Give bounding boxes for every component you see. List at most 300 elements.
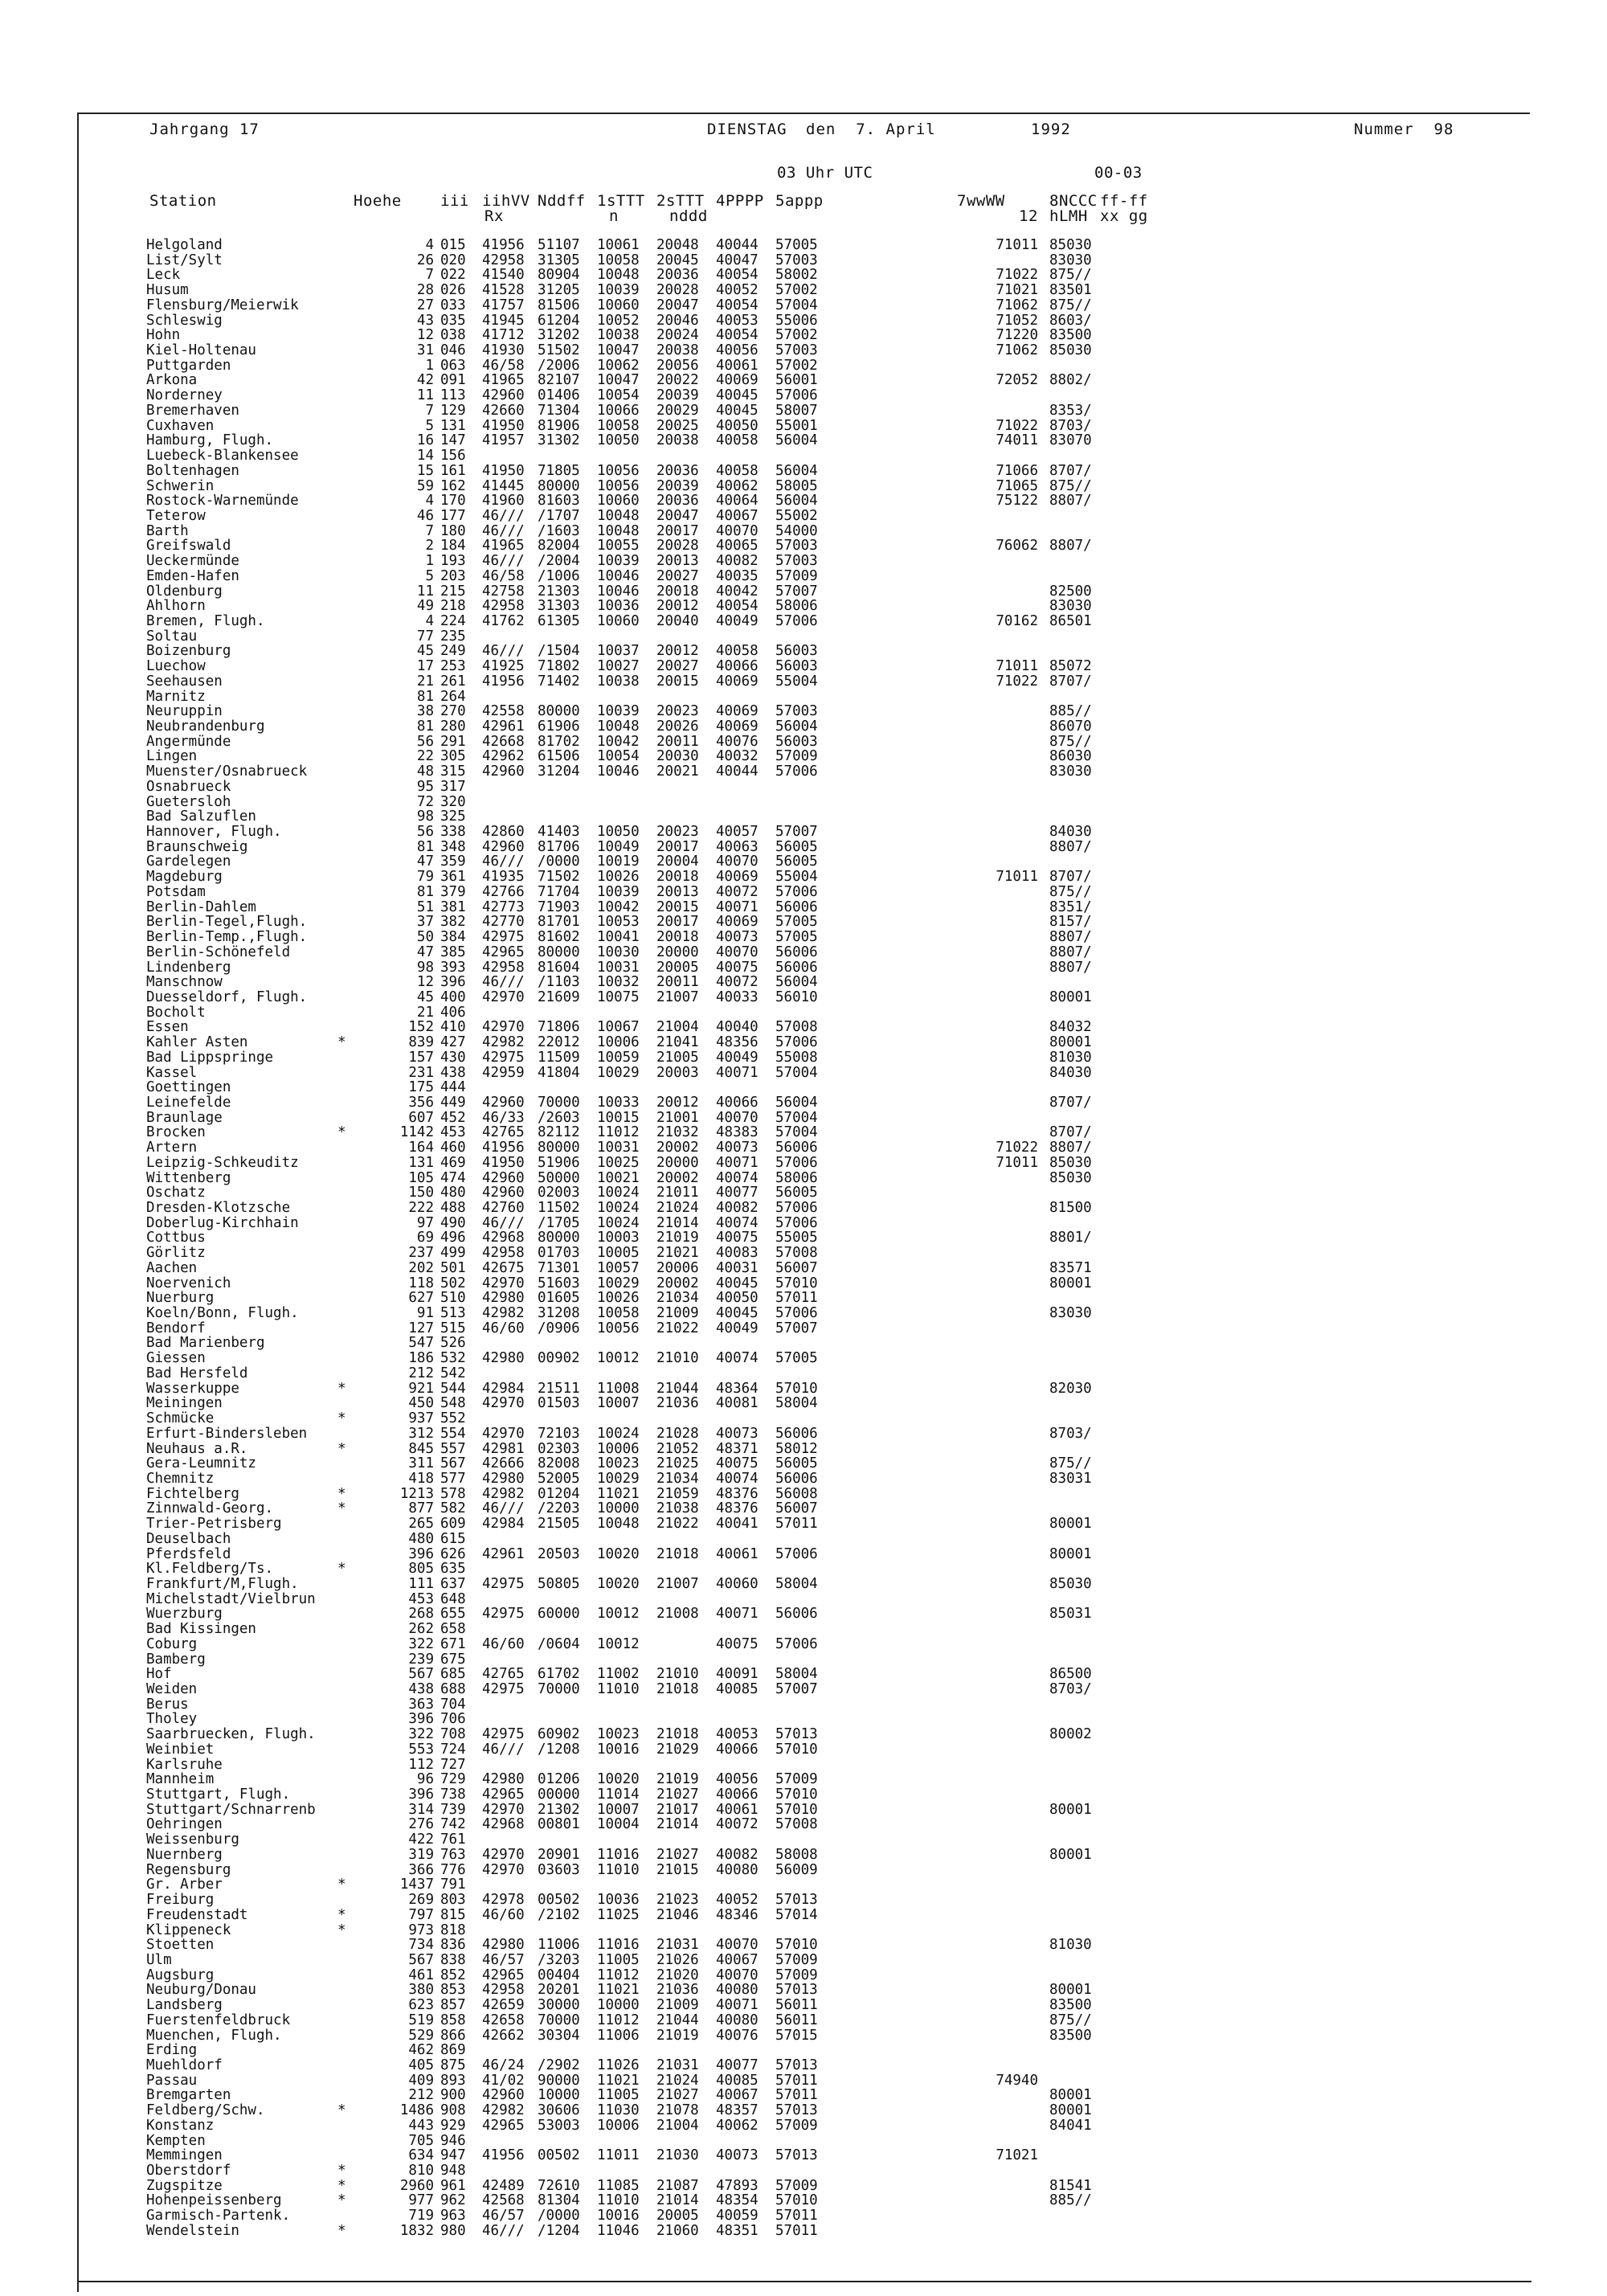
station-height: 547 — [408, 1335, 434, 1352]
station-name: Schleswig — [146, 312, 223, 329]
station-name: Passau — [146, 2072, 198, 2089]
pressure-4pppp: 48376 — [716, 1500, 759, 1517]
station-id: 203 — [440, 567, 466, 584]
station-name: Feldberg/Schw. — [146, 2102, 265, 2119]
temp-2s: 21011 — [656, 1185, 699, 1201]
cloud-8nccc: 875// — [1049, 883, 1092, 900]
iihvv-value: 41950 — [482, 1154, 525, 1171]
cloud-8nccc: 8703/ — [1049, 1425, 1092, 1442]
iihvv-value: 41540 — [482, 267, 525, 284]
temp-2s: 20021 — [656, 763, 699, 780]
temp-2s: 20000 — [656, 1154, 699, 1171]
pressure-4pppp: 40035 — [716, 567, 759, 584]
tendency-5appp: 57011 — [775, 2072, 818, 2089]
iihvv-value: 42770 — [482, 914, 525, 931]
station-id: 035 — [440, 312, 466, 329]
station-height: 157 — [408, 1049, 434, 1066]
nddff-value: 03603 — [538, 1861, 580, 1878]
cloud-8nccc: 80001 — [1049, 1516, 1092, 1533]
station-height: 47 — [416, 853, 434, 870]
nddff-value: 71903 — [538, 898, 580, 915]
station-name: Oldenburg — [146, 583, 223, 600]
station-height: 12 — [416, 974, 434, 991]
station-height: 127 — [408, 1320, 434, 1336]
pressure-4pppp: 40056 — [716, 342, 759, 359]
station-name: List/Sylt — [146, 252, 223, 268]
temp-2s: 21019 — [656, 1230, 699, 1246]
station-id: 264 — [440, 688, 466, 705]
tendency-5appp: 57005 — [775, 1350, 818, 1367]
station-id: 280 — [440, 718, 466, 735]
iihvv-value: 41957 — [482, 432, 525, 449]
station-height: 268 — [408, 1606, 434, 1623]
station-name: Coburg — [146, 1635, 198, 1652]
station-height: 81 — [416, 838, 434, 855]
station-height: 265 — [408, 1516, 434, 1533]
station-height: 98 — [416, 959, 434, 976]
temp-1s: 11008 — [597, 1380, 640, 1397]
station-name: Wuerzburg — [146, 1606, 223, 1623]
station-height: 49 — [416, 598, 434, 615]
station-height: 21 — [416, 673, 434, 690]
pressure-4pppp: 40066 — [716, 1094, 759, 1111]
station-height: 212 — [408, 1365, 434, 1381]
iihvv-value: 41445 — [482, 477, 525, 494]
station-name: Kiel-Holtenau — [146, 342, 256, 359]
temp-1s: 10005 — [597, 1245, 640, 1262]
station-id: 900 — [440, 2087, 466, 2104]
tendency-5appp: 57006 — [775, 1034, 818, 1051]
cloud-8nccc: 8707/ — [1049, 1124, 1092, 1141]
temp-1s: 11021 — [597, 1982, 640, 1999]
nddff-value: 50000 — [538, 1169, 580, 1186]
tendency-5appp: 57010 — [775, 1275, 818, 1291]
pressure-4pppp: 40077 — [716, 2057, 759, 2073]
station-height: 1486 — [399, 2102, 434, 2119]
col-nddff: Nddff — [538, 192, 586, 210]
nddff-value: 81702 — [538, 733, 580, 750]
station-id: 015 — [440, 237, 466, 253]
tendency-5appp: 57007 — [775, 583, 818, 600]
station-name: Mannheim — [146, 1771, 215, 1788]
tendency-5appp: 57013 — [775, 1726, 818, 1743]
nddff-value: 31303 — [538, 598, 580, 615]
tendency-5appp: 57010 — [775, 2192, 818, 2209]
tendency-5appp: 56006 — [775, 898, 818, 915]
station-height: 112 — [408, 1756, 434, 1773]
tendency-5appp: 57009 — [775, 1951, 818, 1968]
date-label: den 7. April — [806, 121, 936, 138]
temp-1s: 10036 — [597, 1892, 640, 1909]
tendency-5appp: 57006 — [775, 1214, 818, 1231]
nddff-value: 31302 — [538, 432, 580, 449]
temp-1s: 10058 — [597, 252, 640, 268]
station-height: 81 — [416, 688, 434, 705]
pressure-4pppp: 48354 — [716, 2192, 759, 2209]
temp-2s: 21014 — [656, 1214, 699, 1231]
cloud-8nccc: 8801/ — [1049, 1230, 1092, 1246]
temp-2s: 21022 — [656, 1516, 699, 1533]
mountain-marker: * — [337, 1410, 346, 1427]
nddff-value: 71502 — [538, 869, 580, 886]
iihvv-value: 42970 — [482, 1861, 525, 1878]
station-name: Gardelegen — [146, 853, 231, 870]
station-height: 438 — [408, 1681, 434, 1697]
pressure-4pppp: 40067 — [716, 507, 759, 524]
pressure-4pppp: 40054 — [716, 598, 759, 615]
iihvv-value: 42773 — [482, 898, 525, 915]
col-ff-sub: xx gg — [1100, 207, 1148, 225]
nddff-value: /1603 — [538, 522, 580, 539]
nddff-value: /2203 — [538, 1500, 580, 1517]
temp-2s: 20011 — [656, 733, 699, 750]
station-id: 406 — [440, 1004, 466, 1021]
tendency-5appp: 57009 — [775, 748, 818, 765]
cloud-8nccc: 80001 — [1049, 1982, 1092, 1999]
station-name: Luechow — [146, 658, 206, 675]
nddff-value: /1504 — [538, 643, 580, 660]
temp-1s: 10048 — [597, 267, 640, 284]
station-id: 724 — [440, 1741, 466, 1758]
temp-2s: 20003 — [656, 1064, 699, 1081]
nddff-value: 01206 — [538, 1771, 580, 1788]
station-name: Landsberg — [146, 1997, 223, 2014]
station-id: 791 — [440, 1876, 466, 1893]
station-name: Schmücke — [146, 1410, 215, 1427]
cloud-8nccc: 8707/ — [1049, 869, 1092, 886]
station-height: 46 — [416, 507, 434, 524]
temp-1s: 10046 — [597, 763, 640, 780]
nddff-value: /2004 — [538, 553, 580, 570]
tendency-5appp: 57008 — [775, 1245, 818, 1262]
tendency-5appp: 57004 — [775, 1064, 818, 1081]
tendency-5appp: 57011 — [775, 2087, 818, 2104]
temp-2s: 21001 — [656, 1109, 699, 1126]
station-name: Tholey — [146, 1711, 198, 1728]
station-id: 315 — [440, 763, 466, 780]
temp-2s: 20018 — [656, 929, 699, 946]
temp-1s: 10050 — [597, 432, 640, 449]
nddff-value: 41804 — [538, 1064, 580, 1081]
tendency-5appp: 58005 — [775, 477, 818, 494]
pressure-4pppp: 40091 — [716, 1666, 759, 1683]
temp-2s: 20011 — [656, 974, 699, 991]
pressure-4pppp: 40080 — [716, 2012, 759, 2028]
temp-1s: 11012 — [597, 1124, 640, 1141]
station-height: 409 — [408, 2072, 434, 2089]
cloud-8nccc: 83500 — [1049, 327, 1092, 344]
station-height: 51 — [416, 898, 434, 915]
temp-1s: 10047 — [597, 342, 640, 359]
temp-2s: 20015 — [656, 898, 699, 915]
temp-2s: 21027 — [656, 2087, 699, 2104]
iihvv-value: 41956 — [482, 1140, 525, 1156]
temp-1s: 10024 — [597, 1185, 640, 1201]
cloud-8nccc: 82030 — [1049, 1380, 1092, 1397]
station-height: 797 — [408, 1906, 434, 1923]
station-name: Berus — [146, 1696, 189, 1713]
temp-1s: 10019 — [597, 853, 640, 870]
station-name: Bremgarten — [146, 2087, 231, 2104]
temp-2s: 20036 — [656, 267, 699, 284]
temp-1s: 10020 — [597, 1771, 640, 1788]
cloud-8nccc: 85030 — [1049, 237, 1092, 253]
iihvv-value: 41965 — [482, 538, 525, 555]
temp-1s: 11011 — [597, 2147, 640, 2164]
temp-2s: 20004 — [656, 853, 699, 870]
col-2sttt-sub: nddd — [669, 207, 708, 225]
nddff-value: 00404 — [538, 1967, 580, 1983]
mountain-marker: * — [337, 2177, 346, 2194]
temp-1s: 10042 — [597, 898, 640, 915]
cloud-8nccc: 8703/ — [1049, 417, 1092, 434]
station-id: 685 — [440, 1666, 466, 1683]
temp-1s: 10039 — [597, 282, 640, 299]
tendency-5appp: 57010 — [775, 1937, 818, 1954]
pressure-4pppp: 40073 — [716, 929, 759, 946]
station-name: Seehausen — [146, 673, 223, 690]
pressure-4pppp: 40045 — [716, 1305, 759, 1322]
tendency-5appp: 57007 — [775, 1320, 818, 1336]
cloud-8nccc: 8807/ — [1049, 1140, 1092, 1156]
temp-2s: 20018 — [656, 583, 699, 600]
station-name: Klippeneck — [146, 1922, 231, 1938]
iihvv-value: 42975 — [482, 1726, 525, 1743]
temp-1s: 10048 — [597, 1516, 640, 1533]
weather-7wwww: 76062 — [996, 538, 1038, 555]
pressure-4pppp: 40074 — [716, 1470, 759, 1487]
station-name: Boltenhagen — [146, 462, 239, 479]
temp-1s: 10058 — [597, 417, 640, 434]
weather-7wwww: 71011 — [996, 658, 1038, 675]
station-name: Fichtelberg — [146, 1485, 239, 1502]
station-height: 28 — [416, 282, 434, 299]
pressure-4pppp: 40072 — [716, 1816, 759, 1833]
tendency-5appp: 56005 — [775, 838, 818, 855]
pressure-4pppp: 40033 — [716, 988, 759, 1005]
iihvv-value: 42965 — [482, 1967, 525, 1983]
station-height: 95 — [416, 778, 434, 795]
station-name: Wendelstein — [146, 2222, 239, 2239]
station-height: 97 — [416, 1214, 434, 1231]
nddff-value: 20901 — [538, 1846, 580, 1863]
pressure-4pppp: 40070 — [716, 943, 759, 960]
tendency-5appp: 56004 — [775, 462, 818, 479]
station-height: 69 — [416, 1230, 434, 1246]
temp-1s: 11030 — [597, 2102, 640, 2119]
pressure-4pppp: 47893 — [716, 2177, 759, 2194]
station-name: Neuhaus a.R. — [146, 1440, 248, 1457]
tendency-5appp: 57006 — [775, 387, 818, 404]
temp-1s: 10031 — [597, 1140, 640, 1156]
temp-1s: 10039 — [597, 703, 640, 720]
pressure-4pppp: 40063 — [716, 838, 759, 855]
station-name: Flensburg/Meierwik — [146, 297, 299, 313]
temp-2s: 21023 — [656, 1892, 699, 1909]
cloud-8nccc: 83070 — [1049, 432, 1092, 449]
iihvv-value: 42960 — [482, 1169, 525, 1186]
station-id: 961 — [440, 2177, 466, 2194]
temp-2s: 21052 — [656, 1440, 699, 1457]
station-name: Bocholt — [146, 1004, 206, 1021]
station-height: 450 — [408, 1395, 434, 1412]
pressure-4pppp: 40075 — [716, 1230, 759, 1246]
station-height: 443 — [408, 2117, 434, 2134]
tendency-5appp: 57014 — [775, 1906, 818, 1923]
temp-1s: 10056 — [597, 462, 640, 479]
station-id: 348 — [440, 838, 466, 855]
temp-1s: 11005 — [597, 2087, 640, 2104]
tendency-5appp: 55005 — [775, 1230, 818, 1246]
station-name: Doberlug-Kirchhain — [146, 1214, 299, 1231]
station-name: Lindenberg — [146, 959, 231, 976]
station-height: 356 — [408, 1094, 434, 1111]
station-name: Norderney — [146, 387, 223, 404]
station-height: 77 — [416, 628, 434, 645]
temp-1s: 10004 — [597, 1816, 640, 1833]
station-name: Brocken — [146, 1124, 206, 1141]
station-id: 469 — [440, 1154, 466, 1171]
temp-2s: 20024 — [656, 327, 699, 344]
station-id: 875 — [440, 2057, 466, 2073]
temp-2s: 21060 — [656, 2222, 699, 2239]
station-height: 311 — [408, 1455, 434, 1472]
station-name: Noervenich — [146, 1275, 231, 1291]
pressure-4pppp: 40061 — [716, 357, 759, 374]
station-name: Duesseldorf, Flugh. — [146, 988, 308, 1005]
pressure-4pppp: 40070 — [716, 1937, 759, 1954]
pressure-4pppp: 48383 — [716, 1124, 759, 1141]
temp-1s: 10062 — [597, 357, 640, 374]
station-height: 453 — [408, 1590, 434, 1607]
temp-2s: 20023 — [656, 824, 699, 841]
station-id: 156 — [440, 448, 466, 465]
station-id: 381 — [440, 898, 466, 915]
station-name: Husum — [146, 282, 189, 299]
col-7wwww: 7wwWW — [957, 192, 1005, 210]
station-id: 578 — [440, 1485, 466, 1502]
station-name: Erfurt-Bindersleben — [146, 1425, 308, 1442]
pressure-4pppp: 40049 — [716, 1049, 759, 1066]
station-name: Oschatz — [146, 1185, 206, 1201]
temp-1s: 10006 — [597, 1440, 640, 1457]
pressure-4pppp: 48346 — [716, 1906, 759, 1923]
station-name: Bendorf — [146, 1320, 206, 1336]
nddff-value: 81604 — [538, 959, 580, 976]
station-height: 152 — [408, 1019, 434, 1036]
station-height: 222 — [408, 1200, 434, 1216]
temp-1s: 10056 — [597, 477, 640, 494]
station-id: 815 — [440, 1906, 466, 1923]
tendency-5appp: 57006 — [775, 1200, 818, 1216]
col-iii: iii — [440, 192, 469, 210]
temp-2s: 20013 — [656, 553, 699, 570]
pressure-4pppp: 40045 — [716, 402, 759, 419]
iihvv-value: 42960 — [482, 1094, 525, 1111]
temp-2s: 21019 — [656, 1771, 699, 1788]
pressure-4pppp: 40085 — [716, 1681, 759, 1697]
station-height: 2960 — [399, 2177, 434, 2194]
pressure-4pppp: 40082 — [716, 1200, 759, 1216]
station-name: Berlin-Temp.,Flugh. — [146, 929, 308, 946]
station-name: Neubrandenburg — [146, 718, 265, 735]
pressure-4pppp: 40050 — [716, 417, 759, 434]
station-name: Cuxhaven — [146, 417, 215, 434]
station-height: 12 — [416, 327, 434, 344]
station-name: Guetersloh — [146, 793, 231, 810]
station-id: 218 — [440, 598, 466, 615]
tendency-5appp: 58004 — [775, 1395, 818, 1412]
iihvv-value: 41/02 — [482, 2072, 525, 2089]
station-name: Soltau — [146, 628, 198, 645]
station-name: Wasserkuppe — [146, 1380, 239, 1397]
station-name: Barth — [146, 522, 189, 539]
nddff-value: /0906 — [538, 1320, 580, 1336]
station-id: 552 — [440, 1410, 466, 1427]
iihvv-value: 42968 — [482, 1230, 525, 1246]
station-name: Konstanz — [146, 2117, 215, 2134]
pressure-4pppp: 40071 — [716, 1606, 759, 1623]
tendency-5appp: 57009 — [775, 1771, 818, 1788]
temp-1s: 10025 — [597, 1154, 640, 1171]
iihvv-value: 42970 — [482, 1801, 525, 1818]
temp-2s: 21004 — [656, 1019, 699, 1036]
station-height: 805 — [408, 1561, 434, 1578]
station-id: 161 — [440, 462, 466, 479]
col-8nccc-sub: hLMH — [1049, 207, 1088, 225]
temp-2s: 21021 — [656, 1245, 699, 1262]
tendency-5appp: 57007 — [775, 824, 818, 841]
temp-1s: 10053 — [597, 914, 640, 931]
temp-1s: 11005 — [597, 1951, 640, 1968]
station-id: 400 — [440, 988, 466, 1005]
temp-2s: 20005 — [656, 959, 699, 976]
temp-2s: 20022 — [656, 372, 699, 389]
pressure-4pppp: 40071 — [716, 1997, 759, 2014]
nddff-value: /3203 — [538, 1951, 580, 1968]
iihvv-value: 46/58 — [482, 357, 525, 374]
iihvv-value: 42958 — [482, 252, 525, 268]
station-name: Erding — [146, 2042, 198, 2059]
cloud-8nccc: 8807/ — [1049, 538, 1092, 555]
station-id: 162 — [440, 477, 466, 494]
station-id: 253 — [440, 658, 466, 675]
iihvv-value: 42960 — [482, 2087, 525, 2104]
nddff-value: 71304 — [538, 402, 580, 419]
nddff-value: 80000 — [538, 477, 580, 494]
temp-1s: 11010 — [597, 1681, 640, 1697]
mountain-marker: * — [337, 1906, 346, 1923]
tendency-5appp: 57002 — [775, 282, 818, 299]
temp-2s: 21020 — [656, 1967, 699, 1983]
temp-2s: 21007 — [656, 988, 699, 1005]
weather-7wwww: 71065 — [996, 477, 1038, 494]
station-height: 937 — [408, 1410, 434, 1427]
station-id: 557 — [440, 1440, 466, 1457]
station-id: 706 — [440, 1711, 466, 1728]
cloud-8nccc: 81541 — [1049, 2177, 1092, 2194]
station-height: 105 — [408, 1169, 434, 1186]
station-name: Saarbruecken, Flugh. — [146, 1726, 316, 1743]
temp-1s: 10037 — [597, 643, 640, 660]
cloud-8nccc: 85072 — [1049, 658, 1092, 675]
nddff-value: 21303 — [538, 583, 580, 600]
iihvv-value: 42981 — [482, 1440, 525, 1457]
station-name: Hof — [146, 1666, 172, 1683]
station-name: Regensburg — [146, 1861, 231, 1878]
station-id: 249 — [440, 643, 466, 660]
iihvv-value: 46/// — [482, 1214, 525, 1231]
